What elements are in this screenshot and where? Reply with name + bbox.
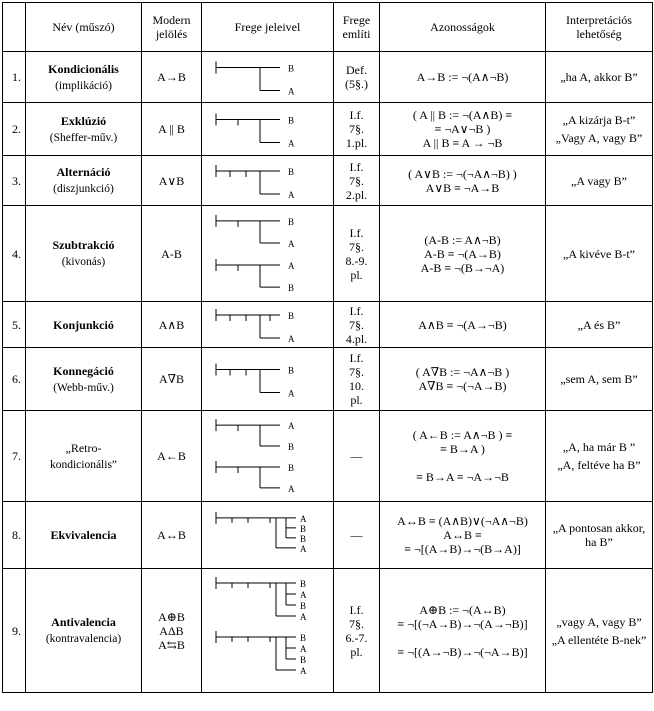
text-line: pl. <box>350 644 363 659</box>
operation-title: Kondicionális <box>48 61 119 76</box>
text-line: ( A∇B := ¬A∧¬B ) <box>415 365 510 379</box>
text-line: A⇆B <box>158 637 185 652</box>
interpretation <box>546 302 653 348</box>
row-number: 1. <box>3 52 26 103</box>
text-line: pl. <box>350 393 363 407</box>
modern-notation <box>142 206 202 302</box>
frege-notation <box>202 348 334 411</box>
modern-notation <box>142 348 202 411</box>
modern-notation <box>142 502 202 569</box>
text-line: ≡ ¬[(A→¬B)→¬(¬A→B)] <box>397 644 528 659</box>
text-line: 7§. <box>349 239 364 254</box>
text-line: „Vagy A, vagy B” <box>555 131 643 145</box>
identities <box>380 302 546 348</box>
text-line: 7§. <box>349 173 364 188</box>
interpretation <box>546 348 653 411</box>
operation-name <box>26 103 142 156</box>
frege-label: A <box>287 138 294 148</box>
text-line: A-B ≡ ¬(A→B) <box>424 246 501 261</box>
text-line: „A, ha már B ” <box>562 440 636 454</box>
operation-name <box>26 206 142 302</box>
text-line: A↔B ≡ (A∧B)∨(¬A∧¬B) <box>397 514 528 528</box>
text-line: A←B <box>157 449 186 463</box>
operation-subtitle: kondicionális” <box>49 458 118 471</box>
frege-diagram <box>208 304 328 346</box>
frege-label: A <box>299 643 306 654</box>
identities <box>380 502 546 569</box>
text-line: A⊕B <box>158 609 185 624</box>
header-interp: Interpretációs lehetőség <box>546 3 653 52</box>
text-line: ( A←B := A∧¬B ) ≡ <box>412 428 513 442</box>
row-number: 3. <box>3 156 26 206</box>
frege-label: A <box>299 589 306 600</box>
text-line: I.f. <box>349 108 364 122</box>
table-row <box>3 502 653 569</box>
text-line: 7§. <box>349 122 364 136</box>
table-row <box>3 411 653 502</box>
operation-subtitle: (kivonás) <box>61 256 106 268</box>
text-line: A∨B <box>158 173 185 188</box>
interpretation <box>546 569 653 693</box>
frege-label: A <box>299 543 306 554</box>
modern-notation <box>142 411 202 502</box>
frege-notation <box>202 502 334 569</box>
operation-name <box>26 156 142 206</box>
text-line: I.f. <box>349 225 364 240</box>
text-line <box>380 456 545 470</box>
frege-notation <box>202 302 334 348</box>
table-row <box>3 348 653 411</box>
frege-notation <box>202 411 334 502</box>
modern-notation <box>142 52 202 103</box>
text-line: A→B <box>157 70 186 84</box>
text-line: „A vagy B” <box>571 173 627 188</box>
text-line: A∧B ≡ ¬(A→¬B) <box>418 317 507 332</box>
text-line: 7§. <box>349 317 364 332</box>
text-line: — <box>350 528 363 542</box>
frege-reference <box>334 302 380 348</box>
frege-label: A <box>287 189 294 200</box>
text-line: A∧B <box>158 317 185 332</box>
text-line: 2.pl. <box>345 187 368 202</box>
header-modern: Modern jelölés <box>142 3 202 52</box>
text-line: 1.pl. <box>345 136 368 150</box>
header-frege: Frege jeleivel <box>202 3 334 52</box>
text-line: (A-B := A∧¬B) <box>424 232 501 247</box>
frege-label: B <box>287 166 294 177</box>
operation-title: Konjunkció <box>53 317 114 332</box>
frege-label: B <box>299 600 306 611</box>
interpretation <box>546 156 653 206</box>
text-line: AΔB <box>159 623 184 638</box>
operation-title: Szubtrakció <box>52 238 115 252</box>
table-row <box>3 569 653 693</box>
text-line: A→B := ¬(A∧¬B) <box>416 70 509 84</box>
text-line: „A és B” <box>577 317 621 332</box>
frege-label: A <box>287 388 294 398</box>
text-line: I.f. <box>349 602 364 617</box>
logic-table <box>2 2 653 693</box>
text-line: (5§.) <box>345 77 368 91</box>
text-line: 10. <box>349 379 364 393</box>
frege-diagram <box>208 504 328 567</box>
frege-label: A <box>287 260 294 271</box>
frege-label: B <box>299 654 306 665</box>
frege-reference <box>334 52 380 103</box>
text-line: ( A || B := ¬(A∧B) ≡ <box>412 108 513 122</box>
header-emlit: Frege említi <box>334 3 380 52</box>
text-line: „A ellentéte B-nek” <box>551 632 647 647</box>
frege-diagram <box>208 208 328 300</box>
frege-diagram <box>208 105 328 154</box>
frege-label: A <box>299 665 306 676</box>
operation-subtitle: (Webb-műv.) <box>53 381 114 394</box>
operation-name <box>26 502 142 569</box>
operation-name <box>26 569 142 693</box>
operation-name <box>26 52 142 103</box>
identities <box>380 103 546 156</box>
frege-label: A <box>287 86 294 96</box>
frege-label: B <box>287 216 294 227</box>
row-number: 8. <box>3 502 26 569</box>
header-azonossagok: Azonosságok <box>380 3 546 52</box>
text-line: A-B <box>161 246 182 261</box>
text-line: 4.pl. <box>345 331 368 346</box>
frege-notation <box>202 52 334 103</box>
text-line: A⊕B := ¬(A↔B) <box>419 602 506 617</box>
frege-label: A <box>287 420 294 431</box>
text-line: „A kizárja B-t” <box>562 113 636 127</box>
table-row <box>3 302 653 348</box>
frege-label: B <box>287 115 294 125</box>
operation-title: „Retro- <box>65 440 102 455</box>
modern-notation <box>142 302 202 348</box>
row-number: 4. <box>3 206 26 302</box>
text-line: „sem A, sem B” <box>560 372 638 386</box>
identities <box>380 52 546 103</box>
operation-title: Konnegáció <box>53 363 114 378</box>
operation-name <box>26 348 142 411</box>
identities <box>380 411 546 502</box>
text-line: A∨B ≡ ¬A→B <box>425 180 500 195</box>
table-row <box>3 52 653 103</box>
text-line: A-B ≡ ¬(B→¬A) <box>420 260 505 275</box>
interpretation <box>546 103 653 156</box>
operation-title: Alternáció <box>56 165 111 179</box>
operation-subtitle: (implikáció) <box>55 79 112 92</box>
frege-label: A <box>287 483 294 494</box>
frege-label: B <box>287 282 294 293</box>
interpretation <box>546 502 653 569</box>
frege-label: B <box>287 462 294 473</box>
frege-label: B <box>299 533 306 544</box>
frege-diagram <box>208 571 328 691</box>
row-number: 5. <box>3 302 26 348</box>
interpretation <box>546 411 653 502</box>
row-number: 9. <box>3 569 26 693</box>
interpretation <box>546 206 653 302</box>
modern-notation <box>142 569 202 693</box>
frege-label: B <box>287 365 294 375</box>
text-line: „vagy A, vagy B” <box>556 614 642 629</box>
frege-diagram <box>208 350 328 409</box>
frege-reference <box>334 348 380 411</box>
table-row <box>3 206 653 302</box>
text-line: 6.-7. <box>345 630 368 645</box>
frege-notation <box>202 156 334 206</box>
frege-reference <box>334 411 380 502</box>
text-line: ≡ ¬[(A→B)→¬(B→A)] <box>404 542 521 556</box>
text-line: ≡ B→A ≡ ¬A→¬B <box>416 470 509 484</box>
frege-label: B <box>287 310 294 321</box>
interpretation <box>546 52 653 103</box>
frege-diagram <box>208 413 328 500</box>
text-line: — <box>350 449 363 463</box>
text-line: I.f. <box>349 351 364 365</box>
operation-subtitle: (diszjunkció) <box>53 183 114 195</box>
frege-notation <box>202 569 334 693</box>
frege-notation <box>202 206 334 302</box>
frege-reference <box>334 103 380 156</box>
text-line: „A, feltéve ha B” <box>557 458 641 472</box>
frege-label: B <box>299 578 306 589</box>
text-line: A∇B ≡ ¬(¬A→B) <box>418 379 507 393</box>
text-line: pl. <box>350 267 363 282</box>
operation-subtitle: (kontravalencia) <box>45 633 122 645</box>
frege-reference <box>334 502 380 569</box>
frege-label: B <box>287 441 294 452</box>
frege-notation <box>202 103 334 156</box>
modern-notation <box>142 156 202 206</box>
text-line: Def. <box>346 63 367 77</box>
text-line: I.f. <box>349 159 364 174</box>
text-line: I.f. <box>349 303 364 318</box>
text-line: 7§. <box>349 365 364 379</box>
operation-title: Antivalencia <box>51 615 116 629</box>
identities <box>380 569 546 693</box>
text-line: „A kivéve B-t” <box>563 246 635 261</box>
frege-diagram <box>208 158 328 204</box>
text-line: A↔B <box>157 528 186 542</box>
row-number: 6. <box>3 348 26 411</box>
text-line: A↔B ≡ <box>443 528 482 542</box>
frege-label: B <box>299 523 306 534</box>
operation-name <box>26 411 142 502</box>
text-line: „A pontosan akkor, ha B” <box>552 521 646 549</box>
frege-label: B <box>299 632 306 643</box>
identities <box>380 206 546 302</box>
operation-title: Exklúzió <box>60 113 107 128</box>
modern-notation <box>142 103 202 156</box>
frege-label: B <box>287 63 294 73</box>
header-num <box>3 3 26 52</box>
frege-label: A <box>287 238 294 249</box>
text-line: ≡ ¬A∨¬B ) <box>434 122 491 136</box>
table-row <box>3 156 653 206</box>
frege-reference <box>334 569 380 693</box>
row-number: 2. <box>3 103 26 156</box>
frege-label: A <box>299 611 306 622</box>
header-row <box>3 3 653 52</box>
text-line: „ha A, akkor B” <box>560 70 638 84</box>
frege-diagram <box>208 54 328 101</box>
frege-reference <box>334 206 380 302</box>
identities <box>380 156 546 206</box>
header-name: Név (műszó) <box>26 3 142 52</box>
text-line: ( A∨B := ¬(¬A∧¬B) ) <box>408 166 517 181</box>
text-line: 7§. <box>349 616 364 631</box>
operation-name <box>26 302 142 348</box>
row-number: 7. <box>3 411 26 502</box>
text-line: ≡ ¬[(¬A→B)→¬(A→¬B)] <box>397 616 528 631</box>
text-line: ≡ B→A ) <box>440 442 485 456</box>
text-line: 8.-9. <box>345 253 368 268</box>
identities <box>380 348 546 411</box>
operation-subtitle: (Sheffer-műv.) <box>49 131 118 144</box>
text-line: A∇B <box>158 372 185 386</box>
text-line <box>380 631 545 645</box>
operation-title: Ekvivalencia <box>50 528 117 542</box>
table-row <box>3 103 653 156</box>
text-line: A || B ≡ A → ¬B <box>422 136 503 150</box>
frege-label: A <box>287 333 294 344</box>
frege-reference <box>334 156 380 206</box>
text-line: A || B <box>158 122 185 136</box>
frege-label: A <box>299 513 306 524</box>
